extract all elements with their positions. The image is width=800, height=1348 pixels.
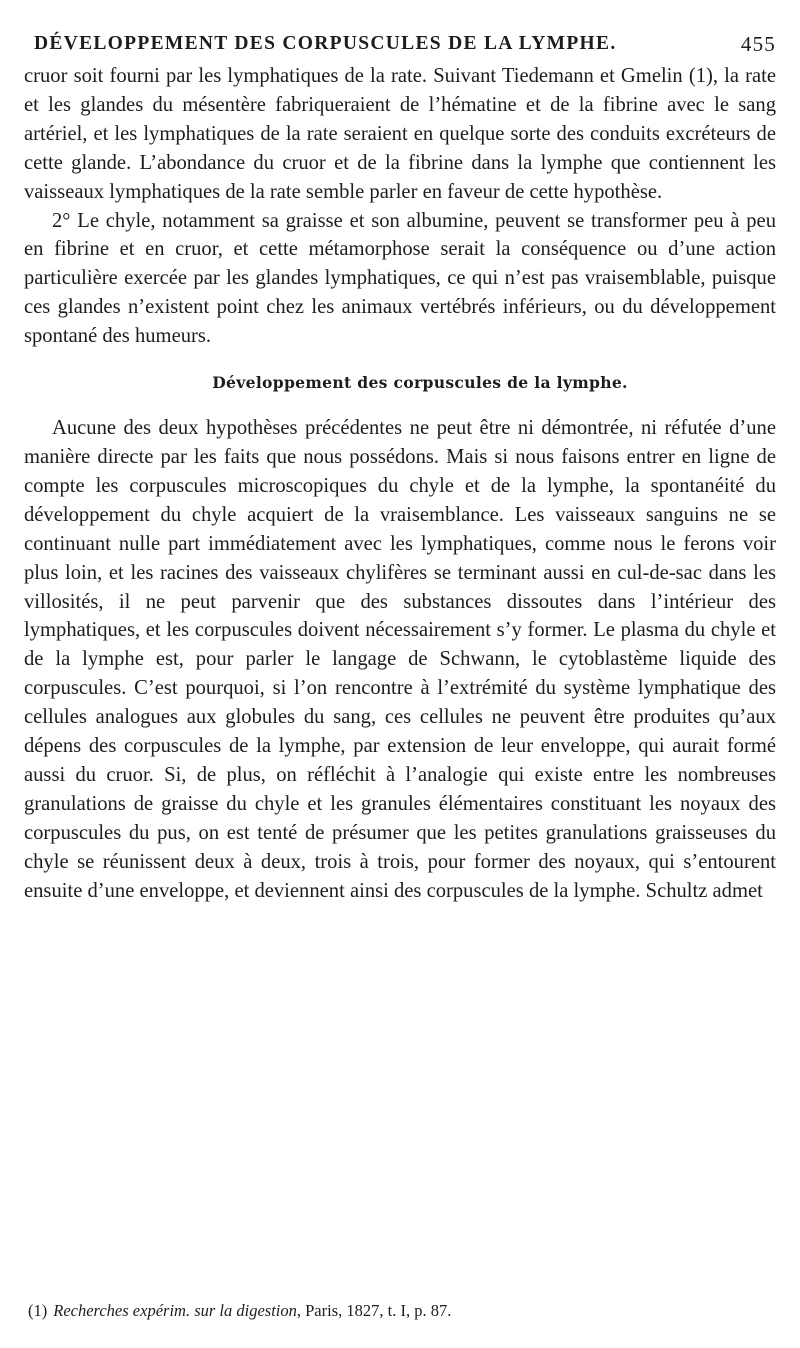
footnote-mark: (1) <box>28 1301 48 1320</box>
body-text <box>24 62 776 905</box>
section-heading: Développement des corpuscules de la lymphe. <box>212 373 628 393</box>
book-page <box>24 26 776 905</box>
paragraph-continued: cruor soit fourni par les lymphatiques de la rate. Suivant Tiedemann et Gmelin (1), la rate et les glandes du mésentère fabriqueraient de l’hématine et de la fibrine avec le sang artériel, et les lymphatiques de la rate seraient en quelque sorte des conduits excréteurs de cette glande. L’abondance du cruor et de la fibrine dans la lymphe que contiennent les vaisseaux lymphatiques de la rate semble parler en faveur de cette hypothèse. <box>24 65 776 203</box>
footnote <box>28 1300 768 1322</box>
footnote-reference: , Paris, 1827, t. I, p. 87. <box>296 1301 452 1320</box>
running-head <box>24 26 776 62</box>
running-head-title: DÉVELOPPEMENT DES CORPUSCULES DE LA LYMPHE. <box>34 33 617 54</box>
page-number: 455 <box>740 32 776 56</box>
footnote-title: Recherches expérim. sur la digestion <box>53 1301 297 1320</box>
paragraph-hypothesis-2: 2° Le chyle, notamment sa graisse et son albumine, peuvent se transformer peu à peu en fibrine et en cruor, et cette métamorphose serait la conséquence ou d’une action particulière exercée par les glandes lymphatiques, ce qui n’est pas vraisemblable, puisque ces glandes n’existent point chez les animaux vertébrés inférieurs, ou du développement spontané des humeurs. <box>24 209 776 348</box>
paragraph-section-body: Aucune des deux hypothèses précédentes ne peut être ni démontrée, ni réfutée d’une manière directe par les faits que nous possédons. Mais si nous faisons entrer en ligne de compte les corpuscules microscopiques du chyle et de la lymphe, la spontanéité du développement du chyle acquiert de la vraisemblance. Les vaisseaux sanguins ne se continuant nulle part immédiatement avec les lymphatiques, comme nous le ferons voir plus loin, et les racines des vaisseaux chylifères se terminant aussi en cul-de-sac dans les villosités, il ne peut parvenir que des substances dissoutes dans l’intérieur des lymphatiques, et les corpuscules doivent nécessairement s’y former. Le plasma du chyle et de la lymphe est, pour parler le langage de Schwann, le cytoblastème liquide des corpuscules. C’est pourquoi, si l’on rencontre à l’extrémité du système lymphatique des cellules analogues aux globules du sang, ces cellules ne peuvent être produites qu’aux dépens des corpuscules de la lymphe, par extension de leur enveloppe, qui aurait formé aussi du cruor. Si, de plus, on réfléchit à l’analogie qui existe entre les nombreuses granulations de graisse du chyle et les granules élémentaires constituant les noyaux des corpuscules du pus, on est tenté de présumer que les petites granulations graisseuses du chyle se réunissent deux à deux, trois à trois, pour former des noyaux, qui s’entourent ensuite d’une enveloppe, et deviennent ainsi des corpuscules de la lymphe. Schultz admet <box>24 417 776 902</box>
